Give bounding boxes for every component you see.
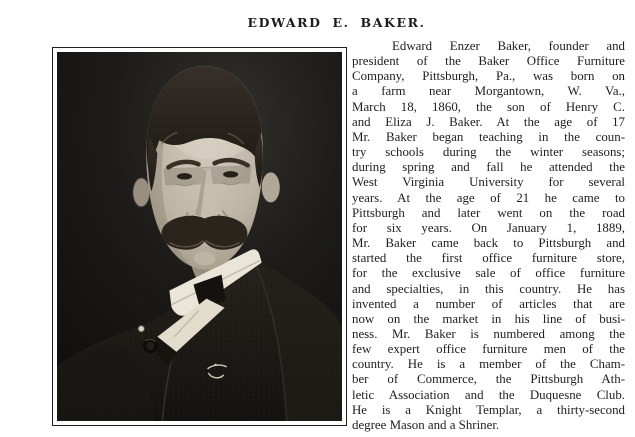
portrait-frame — [52, 47, 347, 426]
bio-line: try schools during the winter seasons; — [352, 145, 625, 160]
eyes — [177, 173, 192, 179]
stick-pin — [138, 326, 144, 332]
bio-line: West Virginia University for several — [352, 175, 625, 190]
bio-line: years. At the age of 21 he came to — [352, 190, 625, 205]
bio-line: and Eliza J. Baker. At the age of 17 — [352, 114, 625, 129]
bio-line: March 18, 1860, the son of Henry C. — [352, 99, 625, 114]
bio-line: He is a Knight Templar, a thirty-second — [352, 402, 625, 417]
chin — [193, 252, 215, 266]
bio-line: started the first office furniture store, — [352, 251, 625, 266]
bio-line: degree Mason and a Shriner. — [352, 417, 500, 432]
bio-line: now on the market in his line of busi- — [352, 311, 625, 326]
bio-line: letic Association and the Duquesne Club. — [352, 387, 625, 402]
page-title: EDWARD E. BAKER. — [247, 15, 426, 30]
bio-line: during spring and fall he attended the — [352, 160, 625, 175]
portrait-photo — [57, 52, 342, 421]
bio-line: president of the Baker Office Furniture — [352, 54, 625, 69]
bio-line: ness. Mr. Baker is numbered among the — [352, 326, 625, 341]
bio-line: country. He is a member of the Cham- — [352, 357, 625, 372]
bio-line: for the exclusive sale of office furniture — [352, 266, 625, 281]
bio-line: few expert office furniture men of the — [352, 342, 625, 357]
bio-line: ber of Commerce, the Pittsburgh Ath- — [352, 372, 625, 387]
bio-line: and specialties, in this country. He has — [352, 281, 625, 296]
bio-line: invented a number of articles that are — [352, 296, 625, 311]
bio-line: Mr. Baker began teaching in the coun- — [352, 129, 625, 144]
bio-line: a farm near Morgantown, W. Va., — [352, 84, 625, 99]
bio-line: Edward Enzer Baker, founder and — [392, 39, 625, 53]
bio-line: Mr. Baker came back to Pittsburgh and — [352, 236, 625, 251]
face — [146, 66, 263, 270]
right-ear — [262, 172, 280, 202]
bio-line: for six years. On January 1, 1889, — [352, 220, 625, 235]
bio-line: Company, Pittsburgh, Pa., was born on — [352, 69, 625, 84]
bio-line: Pittsburgh and later went on the road — [352, 205, 625, 220]
biography-text — [352, 39, 625, 433]
